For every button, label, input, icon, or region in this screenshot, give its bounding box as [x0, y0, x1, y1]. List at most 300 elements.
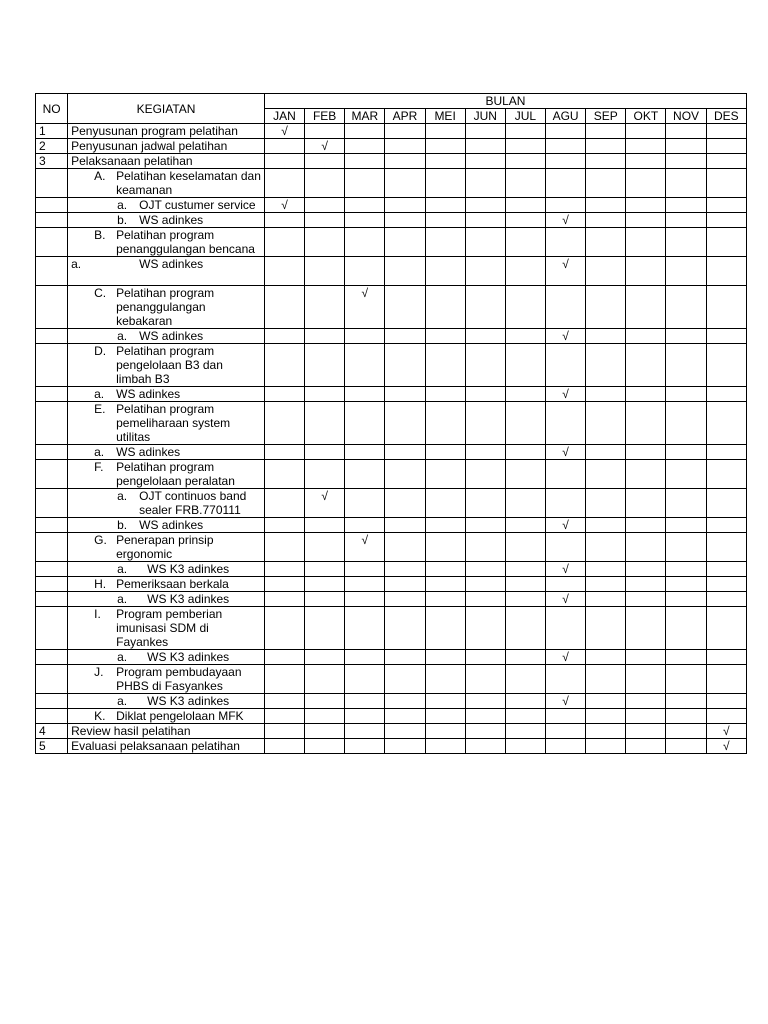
- activity-cell: [68, 402, 265, 445]
- activity-cell: [68, 228, 265, 257]
- month-cell-jun: [465, 213, 505, 228]
- month-cell-sep: [586, 139, 626, 154]
- month-cell-mar: [345, 329, 385, 344]
- month-cell-jun: [465, 577, 505, 592]
- month-cell-des: [706, 709, 746, 724]
- month-cell-mei: [425, 198, 465, 213]
- row-number: [36, 169, 68, 198]
- month-cell-agu: [546, 228, 586, 257]
- check-mark: √: [562, 694, 569, 708]
- month-cell-jan: [264, 286, 304, 329]
- table-row: [36, 592, 747, 607]
- activity-text: Program pembudayaan PHBS di Fasyankes: [116, 665, 242, 693]
- month-cell-agu: [546, 213, 586, 228]
- month-cell-nov: [666, 257, 706, 286]
- month-cell-mar: [345, 665, 385, 694]
- month-cell-feb: [305, 489, 345, 518]
- month-cell-jan: [264, 257, 304, 286]
- month-cell-agu: [546, 518, 586, 533]
- month-cell-agu: [546, 445, 586, 460]
- month-cell-feb: [305, 169, 345, 198]
- month-cell-mar: [345, 213, 385, 228]
- activity-cell: [68, 445, 265, 460]
- month-cell-des: [706, 518, 746, 533]
- month-cell-des: [706, 694, 746, 709]
- activity-text: Pelatihan program pengelolaan B3 dan limbah B3: [116, 344, 223, 386]
- month-cell-mar: [345, 592, 385, 607]
- month-cell-nov: [666, 607, 706, 650]
- month-cell-apr: [385, 387, 425, 402]
- activity-text: WS adinkes: [116, 387, 181, 401]
- activity-cell: [68, 533, 265, 562]
- month-cell-jun: [465, 607, 505, 650]
- activity-marker: a.: [71, 257, 82, 271]
- month-cell-feb: [305, 154, 345, 169]
- activity-text: Pelatihan program pengelolaan peralatan: [116, 460, 235, 488]
- month-cell-sep: [586, 607, 626, 650]
- check-mark: √: [321, 489, 328, 503]
- month-cell-feb: [305, 387, 345, 402]
- month-cell-mei: [425, 533, 465, 562]
- row-number: [36, 198, 68, 213]
- activity-text: Penyusunan jadwal pelatihan: [71, 139, 228, 153]
- month-cell-apr: [385, 154, 425, 169]
- month-cell-des: [706, 139, 746, 154]
- month-header-feb: FEB: [305, 109, 345, 124]
- month-cell-jul: [505, 154, 545, 169]
- month-cell-jan: [264, 562, 304, 577]
- month-cell-sep: [586, 489, 626, 518]
- activity-marker: G.: [94, 533, 107, 547]
- row-number: [36, 387, 68, 402]
- month-cell-jan: [264, 402, 304, 445]
- activity-text: Pelatihan program penanggulangan bencana: [116, 228, 255, 256]
- month-cell-apr: [385, 562, 425, 577]
- month-header-mar: MAR: [345, 109, 385, 124]
- table-row: [36, 562, 747, 577]
- month-cell-okt: [626, 665, 666, 694]
- month-cell-mar: [345, 650, 385, 665]
- month-cell-mar: [345, 577, 385, 592]
- month-cell-okt: [626, 694, 666, 709]
- month-cell-apr: [385, 228, 425, 257]
- month-cell-apr: [385, 577, 425, 592]
- month-cell-jan: [264, 154, 304, 169]
- month-cell-jun: [465, 257, 505, 286]
- month-cell-jun: [465, 344, 505, 387]
- check-mark: √: [723, 739, 730, 753]
- month-cell-mei: [425, 329, 465, 344]
- month-cell-jan: [264, 213, 304, 228]
- month-cell-jun: [465, 402, 505, 445]
- month-cell-jul: [505, 257, 545, 286]
- month-cell-mei: [425, 694, 465, 709]
- month-cell-mar: [345, 724, 385, 739]
- month-cell-nov: [666, 592, 706, 607]
- month-cell-jul: [505, 286, 545, 329]
- activity-marker: b.: [117, 213, 128, 227]
- month-cell-mei: [425, 577, 465, 592]
- table-header: [36, 94, 747, 124]
- row-number: [36, 286, 68, 329]
- month-cell-feb: [305, 518, 345, 533]
- month-cell-okt: [626, 228, 666, 257]
- activity-text: Pelaksanaan pelatihan: [71, 154, 193, 168]
- month-header-jun: JUN: [465, 109, 505, 124]
- month-cell-nov: [666, 724, 706, 739]
- month-cell-mar: [345, 228, 385, 257]
- month-cell-jan: [264, 724, 304, 739]
- month-cell-apr: [385, 665, 425, 694]
- row-number: [36, 344, 68, 387]
- month-cell-nov: [666, 518, 706, 533]
- row-number: [36, 577, 68, 592]
- month-cell-mar: [345, 607, 385, 650]
- month-cell-jul: [505, 169, 545, 198]
- month-cell-agu: [546, 257, 586, 286]
- activity-cell: [68, 286, 265, 329]
- month-cell-feb: [305, 257, 345, 286]
- activity-text: WS K3 adinkes: [147, 694, 230, 708]
- activity-text: Review hasil pelatihan: [71, 724, 191, 738]
- activity-marker: E.: [94, 402, 106, 416]
- month-cell-jul: [505, 124, 545, 139]
- month-cell-des: [706, 650, 746, 665]
- month-cell-agu: [546, 607, 586, 650]
- check-mark: √: [562, 257, 569, 271]
- month-cell-agu: [546, 387, 586, 402]
- month-cell-okt: [626, 257, 666, 286]
- month-cell-agu: [546, 577, 586, 592]
- table-row: [36, 169, 747, 198]
- month-cell-mar: [345, 139, 385, 154]
- month-cell-mei: [425, 213, 465, 228]
- month-cell-sep: [586, 709, 626, 724]
- activity-text: Penyusunan program pelatihan: [71, 124, 238, 138]
- month-cell-des: [706, 445, 746, 460]
- month-cell-mar: [345, 533, 385, 562]
- month-cell-agu: [546, 154, 586, 169]
- activity-cell: [68, 124, 265, 139]
- month-cell-apr: [385, 139, 425, 154]
- month-cell-mar: [345, 518, 385, 533]
- activity-text: Evaluasi pelaksanaan pelatihan: [71, 739, 240, 753]
- month-cell-sep: [586, 562, 626, 577]
- month-cell-jul: [505, 592, 545, 607]
- activity-cell: [68, 577, 265, 592]
- month-cell-jan: [264, 124, 304, 139]
- month-cell-jun: [465, 709, 505, 724]
- month-cell-jan: [264, 228, 304, 257]
- month-cell-mei: [425, 402, 465, 445]
- month-cell-mar: [345, 257, 385, 286]
- month-cell-okt: [626, 402, 666, 445]
- month-cell-sep: [586, 739, 626, 754]
- row-number: [36, 533, 68, 562]
- month-cell-jun: [465, 124, 505, 139]
- row-number: [36, 694, 68, 709]
- month-cell-jul: [505, 213, 545, 228]
- month-cell-des: [706, 329, 746, 344]
- month-cell-nov: [666, 489, 706, 518]
- month-cell-nov: [666, 445, 706, 460]
- month-cell-feb: [305, 286, 345, 329]
- month-cell-des: [706, 387, 746, 402]
- month-cell-des: [706, 607, 746, 650]
- month-cell-des: [706, 533, 746, 562]
- month-cell-apr: [385, 650, 425, 665]
- month-cell-jun: [465, 650, 505, 665]
- month-cell-mei: [425, 286, 465, 329]
- month-cell-des: [706, 724, 746, 739]
- check-mark: √: [281, 124, 288, 138]
- table-row: [36, 489, 747, 518]
- check-mark: √: [321, 139, 328, 153]
- table-row: [36, 460, 747, 489]
- month-header-jan: JAN: [264, 109, 304, 124]
- row-number: [36, 607, 68, 650]
- month-cell-jul: [505, 329, 545, 344]
- month-cell-feb: [305, 344, 345, 387]
- month-cell-sep: [586, 387, 626, 402]
- month-cell-feb: [305, 198, 345, 213]
- month-cell-des: [706, 286, 746, 329]
- month-cell-jan: [264, 460, 304, 489]
- month-cell-agu: [546, 169, 586, 198]
- month-header-des: DES: [706, 109, 746, 124]
- month-cell-agu: [546, 329, 586, 344]
- month-cell-nov: [666, 228, 706, 257]
- table-row: [36, 739, 747, 754]
- month-cell-okt: [626, 562, 666, 577]
- activity-text: WS adinkes: [116, 445, 181, 459]
- month-cell-jun: [465, 592, 505, 607]
- month-cell-okt: [626, 577, 666, 592]
- month-cell-feb: [305, 709, 345, 724]
- month-cell-des: [706, 124, 746, 139]
- activity-text: WS K3 adinkes: [147, 562, 230, 576]
- month-cell-nov: [666, 329, 706, 344]
- activity-cell: [68, 724, 265, 739]
- row-number: [36, 329, 68, 344]
- training-schedule-table: [35, 93, 747, 754]
- month-cell-mei: [425, 445, 465, 460]
- month-cell-sep: [586, 460, 626, 489]
- month-cell-okt: [626, 460, 666, 489]
- month-cell-mar: [345, 387, 385, 402]
- month-cell-jun: [465, 154, 505, 169]
- month-cell-agu: [546, 344, 586, 387]
- month-cell-apr: [385, 402, 425, 445]
- month-cell-feb: [305, 739, 345, 754]
- activity-cell: [68, 709, 265, 724]
- month-cell-okt: [626, 489, 666, 518]
- month-cell-mei: [425, 739, 465, 754]
- check-mark: √: [562, 518, 569, 532]
- month-cell-mar: [345, 445, 385, 460]
- month-cell-nov: [666, 709, 706, 724]
- month-cell-jul: [505, 607, 545, 650]
- month-cell-sep: [586, 228, 626, 257]
- month-cell-mar: [345, 124, 385, 139]
- month-cell-jul: [505, 665, 545, 694]
- activity-cell: [68, 739, 265, 754]
- month-cell-nov: [666, 650, 706, 665]
- month-cell-mei: [425, 169, 465, 198]
- table-row: [36, 665, 747, 694]
- month-cell-jun: [465, 518, 505, 533]
- header-no: NO: [36, 94, 68, 124]
- month-header-agu: AGU: [546, 109, 586, 124]
- month-cell-mar: [345, 344, 385, 387]
- month-cell-sep: [586, 650, 626, 665]
- row-number: [36, 402, 68, 445]
- activity-cell: [68, 694, 265, 709]
- month-cell-jun: [465, 445, 505, 460]
- activity-marker: B.: [94, 228, 106, 242]
- month-cell-mei: [425, 154, 465, 169]
- month-cell-sep: [586, 213, 626, 228]
- month-cell-jul: [505, 344, 545, 387]
- month-cell-agu: [546, 139, 586, 154]
- month-cell-agu: [546, 286, 586, 329]
- month-cell-apr: [385, 518, 425, 533]
- month-cell-apr: [385, 198, 425, 213]
- month-cell-jul: [505, 387, 545, 402]
- table-row: [36, 286, 747, 329]
- row-number: 1: [36, 124, 68, 139]
- month-cell-jan: [264, 445, 304, 460]
- month-cell-apr: [385, 124, 425, 139]
- month-cell-apr: [385, 607, 425, 650]
- month-cell-agu: [546, 694, 586, 709]
- month-cell-feb: [305, 124, 345, 139]
- table-row: [36, 228, 747, 257]
- month-cell-mei: [425, 607, 465, 650]
- month-cell-jul: [505, 739, 545, 754]
- month-cell-des: [706, 402, 746, 445]
- month-cell-okt: [626, 739, 666, 754]
- month-cell-sep: [586, 592, 626, 607]
- month-cell-jun: [465, 286, 505, 329]
- month-cell-feb: [305, 665, 345, 694]
- activity-cell: [68, 257, 265, 286]
- month-cell-jul: [505, 577, 545, 592]
- month-header-okt: OKT: [626, 109, 666, 124]
- month-cell-agu: [546, 124, 586, 139]
- row-number: 3: [36, 154, 68, 169]
- activity-marker: a.: [94, 445, 105, 459]
- activity-cell: [68, 154, 265, 169]
- month-cell-sep: [586, 286, 626, 329]
- row-number: 2: [36, 139, 68, 154]
- month-cell-feb: [305, 577, 345, 592]
- month-cell-okt: [626, 213, 666, 228]
- table-row: [36, 257, 747, 286]
- month-cell-apr: [385, 460, 425, 489]
- activity-marker: I.: [94, 607, 101, 621]
- table-row: [36, 518, 747, 533]
- month-cell-mar: [345, 489, 385, 518]
- month-cell-okt: [626, 198, 666, 213]
- month-cell-mei: [425, 257, 465, 286]
- month-cell-jul: [505, 724, 545, 739]
- month-cell-feb: [305, 724, 345, 739]
- month-cell-nov: [666, 665, 706, 694]
- month-cell-mei: [425, 460, 465, 489]
- month-cell-jun: [465, 665, 505, 694]
- month-cell-apr: [385, 533, 425, 562]
- month-cell-jul: [505, 709, 545, 724]
- month-cell-sep: [586, 694, 626, 709]
- month-cell-mar: [345, 198, 385, 213]
- month-cell-sep: [586, 577, 626, 592]
- month-cell-jun: [465, 562, 505, 577]
- month-cell-sep: [586, 169, 626, 198]
- month-cell-mei: [425, 387, 465, 402]
- month-cell-mei: [425, 724, 465, 739]
- month-cell-jan: [264, 650, 304, 665]
- row-number: [36, 489, 68, 518]
- activity-cell: [68, 169, 265, 198]
- month-cell-feb: [305, 592, 345, 607]
- month-cell-jun: [465, 387, 505, 402]
- month-cell-jul: [505, 694, 545, 709]
- month-cell-nov: [666, 533, 706, 562]
- row-number: 5: [36, 739, 68, 754]
- month-cell-agu: [546, 739, 586, 754]
- activity-text: OJT continuos band sealer FRB.770111: [139, 489, 247, 517]
- activity-text: Pelatihan program penanggulangan kebakaran: [116, 286, 215, 328]
- month-cell-jul: [505, 139, 545, 154]
- month-cell-agu: [546, 460, 586, 489]
- activity-marker: a.: [117, 694, 128, 708]
- activity-text: OJT custumer service: [139, 198, 256, 212]
- month-cell-agu: [546, 724, 586, 739]
- month-cell-des: [706, 739, 746, 754]
- month-cell-nov: [666, 577, 706, 592]
- activity-text: Diklat pengelolaan MFK: [116, 709, 244, 723]
- month-cell-sep: [586, 257, 626, 286]
- month-cell-nov: [666, 198, 706, 213]
- check-mark: √: [562, 650, 569, 664]
- check-mark: √: [562, 329, 569, 343]
- activity-marker: D.: [94, 344, 107, 358]
- month-cell-feb: [305, 228, 345, 257]
- month-cell-apr: [385, 489, 425, 518]
- activity-marker: F.: [94, 460, 104, 474]
- month-cell-feb: [305, 445, 345, 460]
- month-cell-mei: [425, 124, 465, 139]
- month-cell-apr: [385, 213, 425, 228]
- activity-marker: a.: [94, 387, 105, 401]
- month-cell-jun: [465, 694, 505, 709]
- month-cell-feb: [305, 650, 345, 665]
- activity-text: WS adinkes: [139, 213, 204, 227]
- table-row: [36, 139, 747, 154]
- activity-cell: [68, 213, 265, 228]
- month-cell-feb: [305, 139, 345, 154]
- table-row: [36, 533, 747, 562]
- table-row: [36, 694, 747, 709]
- activity-text: Program pemberian imunisasi SDM di Fayankes: [116, 607, 223, 649]
- month-cell-mei: [425, 228, 465, 257]
- month-cell-jul: [505, 489, 545, 518]
- row-number: [36, 562, 68, 577]
- activity-cell: [68, 489, 265, 518]
- activity-cell: [68, 329, 265, 344]
- activity-cell: [68, 665, 265, 694]
